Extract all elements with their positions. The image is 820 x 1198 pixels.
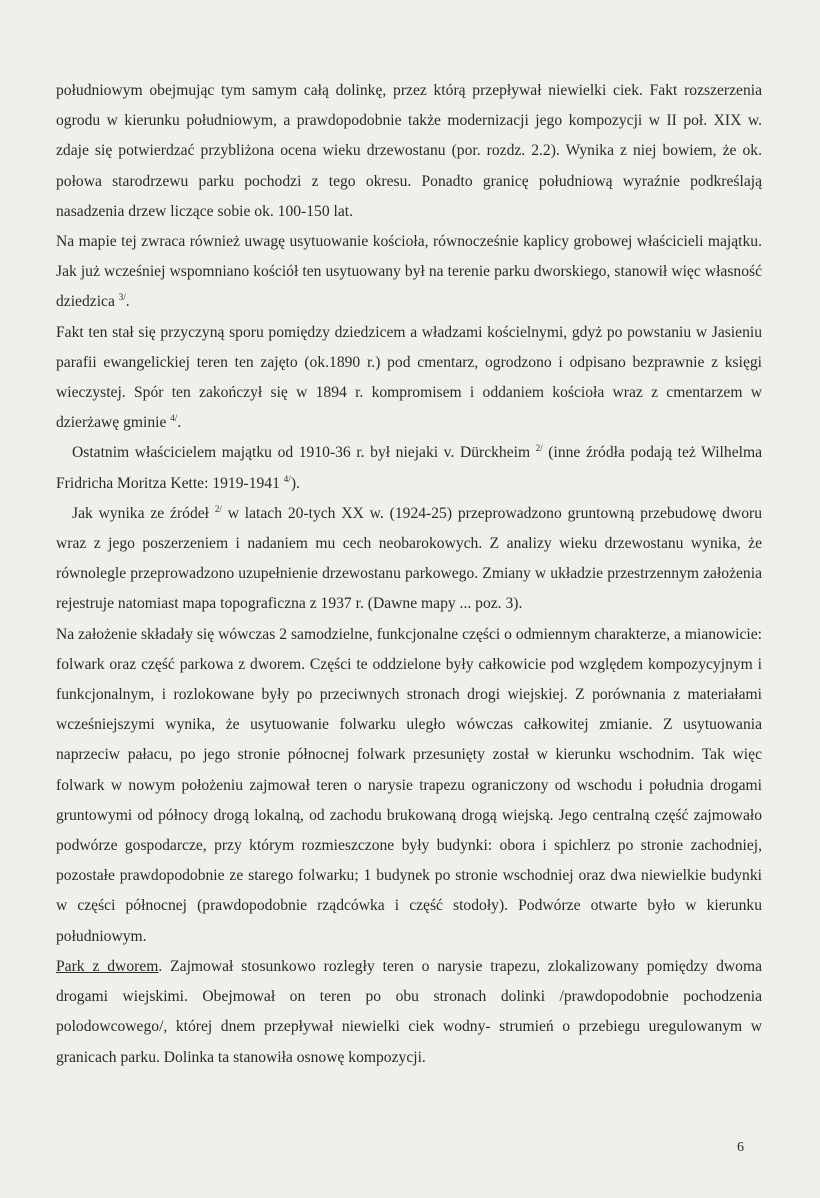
paragraph [56, 952, 762, 1073]
text-segment: . [177, 414, 182, 432]
text-segment: Na założenie składały się wówczas 2 samodzielne, funkcjonalne części o odmiennym charakterze, a mianowicie: folwark oraz część parkowa z dworem. Części te oddzielone były całkowicie pod względem kompozycyjnym i funkcjonalnym, i rozlokowane były po przeciwnych stronach drogi wiejskiej. Z porównania z materiałami wcześniejszymi wynika, że usytuowanie folwarku uległo wówczas całkowitej zmianie. Z usytuowania naprzeciw pałacu, po jego stronie północnej folwark przesunięty został w kierunku wschodnim. Tak więc folwark w nowym położeniu zajmował teren o narysie trapezu ograniczony od wschodu i południa drogami gruntowymi od północy drogą lokalną, od zachodu brukowaną drogą wiejską. Jego centralną część zajmowało podwórze gospodarcze, przy którym rozmieszczone były budynki: obora i spichlerz po stronie zachodniej, pozostałe prawdopodobnie ze starego folwarku; 1 budynek po stronie wschodniej oraz dwa niewielkie budynki w części północnej (prawdopodobnie rządcówka i część stodoły). Podwórze otwarte było w kierunku południowym. [56, 625, 762, 945]
text-segment: Na mapie tej zwraca również uwagę usytuowanie kościoła, równocześnie kaplicy grobowej właścicieli majątku. Jak już wcześniej wspomniano kościół ten usytuowany był na terenie parku dworskiego, stanowił więc własność dziedzica [56, 233, 762, 311]
footnote-ref: 4/ [283, 473, 291, 484]
text-segment: (inne źródła podają też Wilhelma Fridricha Moritza Kette: 1919-1941 [56, 444, 762, 492]
footnote-ref: 3/ [118, 292, 126, 303]
paragraph [56, 227, 762, 318]
text-segment: Ostatnim właścicielem majątku od 1910-36 r. był niejaki v. Dürckheim [72, 444, 536, 462]
paragraph [56, 318, 762, 439]
footnote-ref: 4/ [170, 413, 178, 424]
paragraph [56, 438, 762, 498]
paragraph [56, 620, 762, 952]
text-segment: . Zajmował stosunkowo rozległy teren o narysie trapezu, zlokalizowany pomiędzy dwoma drogami wiejskimi. Obejmował on teren po obu stronach dolinki /prawdopodobnie pochodzenia polodowcowego/, której dnem przepływał niewielki ciek wodny- strumień o przebiegu uregulowanym w granicach parku. Dolinka ta stanowiła osnowę kompozycji. [56, 957, 762, 1066]
text-segment: Jak wynika ze źródeł [72, 504, 215, 522]
footnote-ref: 2/ [535, 443, 543, 454]
text-segment: ). [290, 474, 300, 492]
footnote-ref: 2/ [214, 503, 222, 514]
text-segment: . [125, 293, 130, 311]
text-segment: w latach 20-tych XX w. (1924-25) przeprowadzono gruntowną przebudowę dworu wraz z jego poszerzeniem i nadaniem mu cech neobarokowych. Z analizy wieku drzewostanu wynika, że równolegle przeprowadzono uzupełnienie drzewostanu parkowego. Zmiany w układzie przestrzennym założenia rejestruje natomiast mapa topograficzna z 1937 r. (Dawne mapy ... poz. 3). [56, 504, 762, 613]
page-number: 6 [737, 1140, 744, 1155]
text-segment: Fakt ten stał się przyczyną sporu pomiędzy dziedzicem a władzami kościelnymi, gdyż po powstaniu w Jasieniu parafii ewangelickiej teren ten zajęto (ok.1890 r.) pod cmentarz, ogrodzono i odpisano bezprawnie z księgi wieczystej. Spór ten zakończył się w 1894 r. kompromisem i oddaniem kościoła wraz z cmentarzem w dzierżawę gminie [56, 323, 762, 432]
text-segment: południowym obejmując tym samym całą dolinkę, przez którą przepływał niewielki ciek. Fakt rozszerzenia ogrodu w kierunku południowym, a prawdopodobnie także modernizacji jego kompozycji w II poł. XIX w. zdaje się potwierdzać przybliżona ocena wieku drzewostanu (por. rozdz. 2.2). Wynika z niej bowiem, że ok. połowa starodrzewu parku pochodzi z tego okresu. Ponadto granicę południową wyraźnie podkreślają nasadzenia drzew liczące sobie ok. 100-150 lat. [56, 82, 762, 220]
underlined-heading: Park z dworem [56, 957, 159, 975]
paragraph [56, 76, 762, 227]
document-body [56, 76, 762, 1073]
paragraph [56, 499, 762, 620]
